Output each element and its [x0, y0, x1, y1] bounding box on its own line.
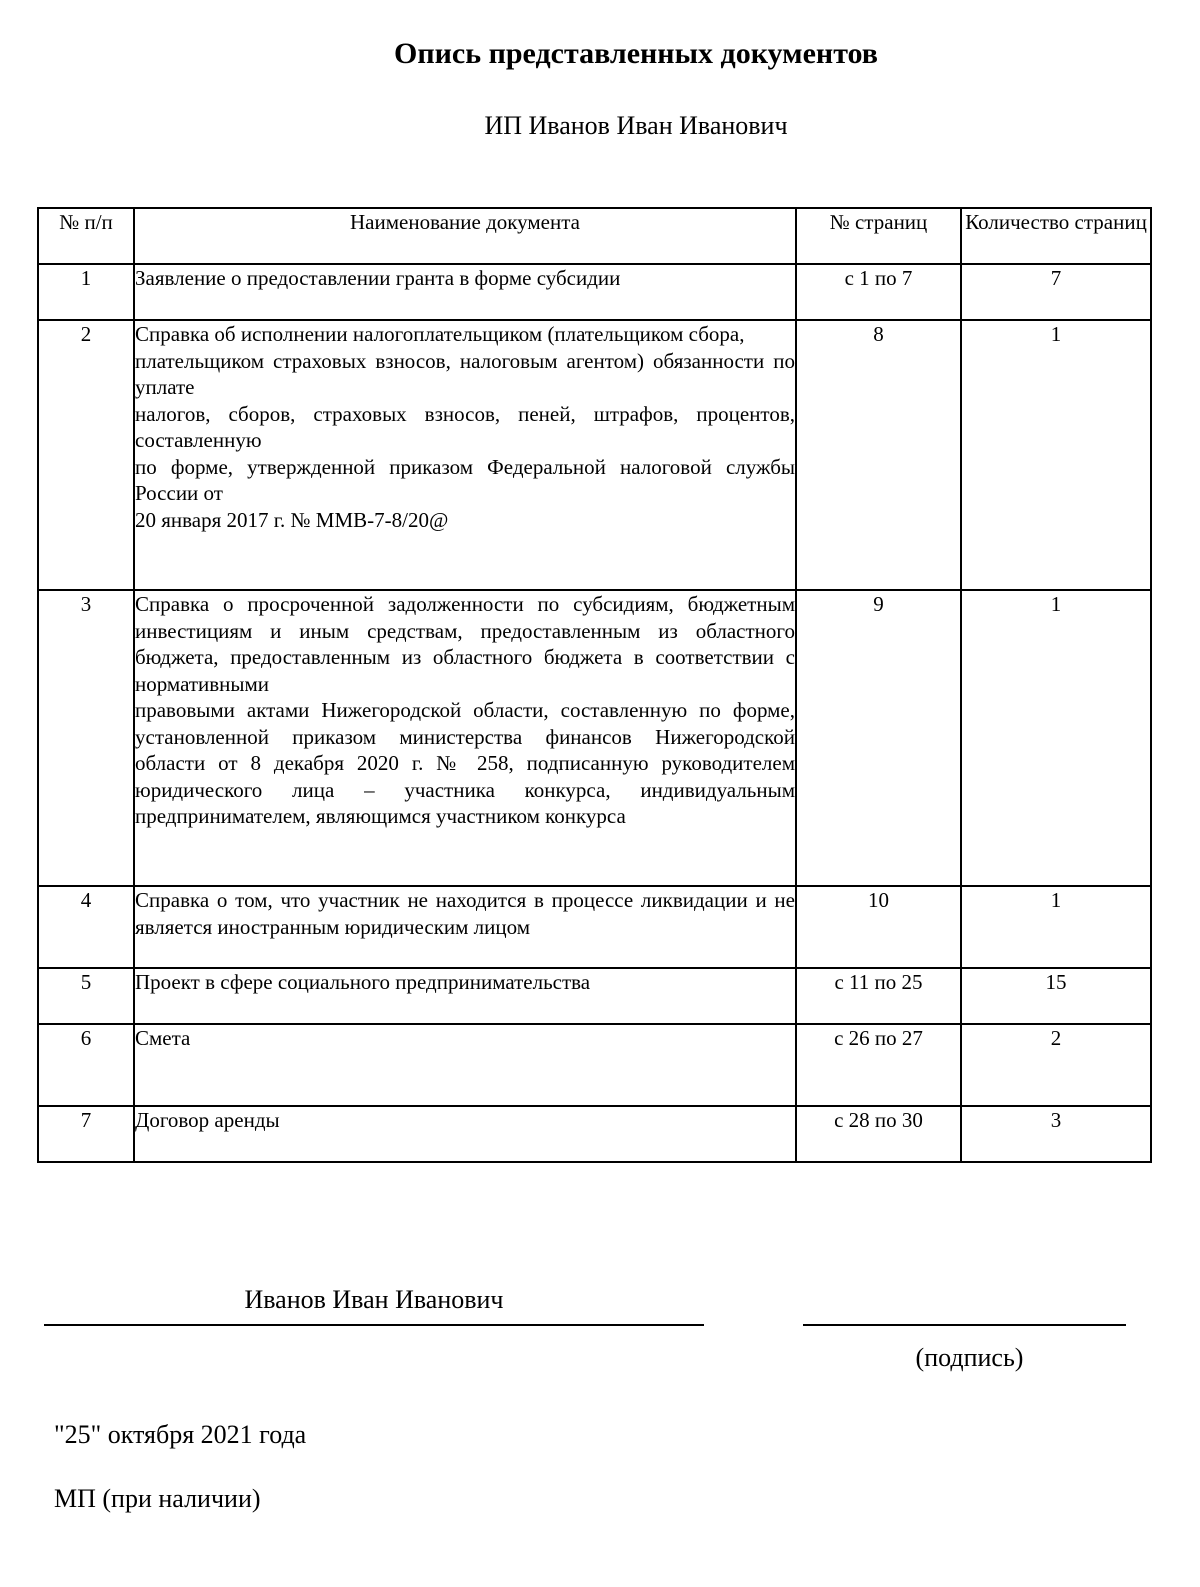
row-page-count: 7 [961, 264, 1151, 320]
signatory-name: Иванов Иван Иванович [244, 1285, 504, 1314]
document-date: "25" октября 2021 года [54, 1420, 307, 1449]
row-page-count: 1 [961, 320, 1151, 590]
row-number: 1 [38, 264, 134, 320]
row-document-name: Договор аренды [134, 1106, 796, 1162]
table-row [38, 1106, 1151, 1162]
signature-caption: (подпись) [915, 1343, 1024, 1372]
header-page-count: Количество страниц [961, 208, 1151, 264]
row-2-name-line: по форме, утвержденной приказом Федеральной налоговой службы России от [135, 454, 795, 505]
table-row [38, 264, 1151, 320]
row-page-numbers: 10 [796, 886, 961, 968]
row-page-count: 15 [961, 968, 1151, 1024]
row-page-numbers: с 28 по 30 [796, 1106, 961, 1162]
table-row [38, 1024, 1151, 1106]
row-2-name-line: налогов, сборов, страховых взносов, пеней, штрафов, процентов, составленную [135, 401, 795, 452]
row-number: 5 [38, 968, 134, 1024]
row-number: 4 [38, 886, 134, 968]
table-row [38, 886, 1151, 968]
row-number: 3 [38, 590, 134, 886]
row-number: 2 [38, 320, 134, 590]
table-row [38, 590, 1151, 886]
row-document-name [134, 590, 796, 886]
row-page-count: 1 [961, 886, 1151, 968]
row-2-name-line: Справка об исполнении налогоплательщиком (плательщиком сбора, [135, 322, 745, 346]
header-page-numbers: № страниц [796, 208, 961, 264]
document-subtitle: ИП Иванов Иван Иванович [484, 111, 788, 140]
header-number: № п/п [38, 208, 134, 264]
row-page-count: 3 [961, 1106, 1151, 1162]
documents-table [37, 207, 1152, 1163]
row-page-count: 1 [961, 590, 1151, 886]
table-row [38, 968, 1151, 1024]
row-document-name: Проект в сфере социального предпринимательства [134, 968, 796, 1024]
row-document-name [134, 320, 796, 590]
row-page-numbers: 9 [796, 590, 961, 886]
row-3-name-part: Справка о просроченной задолженности по субсидиям, бюджетным инвестициям и иным средствам, предоставленным из областного бюджета, предоставленным из областного бюджета в соответствии с нормативными [135, 592, 795, 696]
table-row [38, 320, 1151, 590]
row-page-numbers: 8 [796, 320, 961, 590]
row-page-count: 2 [961, 1024, 1151, 1106]
row-2-name-line: плательщиком страховых взносов, налоговым агентом) обязанности по уплате [135, 348, 795, 399]
table-header-row [38, 208, 1151, 264]
header-document-name: Наименование документа [134, 208, 796, 264]
stamp-note: МП (при наличии) [54, 1484, 261, 1513]
row-page-numbers: с 11 по 25 [796, 968, 961, 1024]
name-underline [44, 1324, 704, 1326]
row-page-numbers: с 26 по 27 [796, 1024, 961, 1106]
row-number: 7 [38, 1106, 134, 1162]
row-page-numbers: с 1 по 7 [796, 264, 961, 320]
document-title: Опись представленных документов [394, 37, 878, 70]
row-number: 6 [38, 1024, 134, 1106]
row-document-name: Заявление о предоставлении гранта в форме субсидии [134, 264, 796, 320]
row-document-name: Справка о том, что участник не находится в процессе ликвидации и не является иностранным юридическим лицом [134, 886, 796, 968]
row-document-name: Смета [134, 1024, 796, 1106]
row-3-name-part: правовыми актами Нижегородской области, составленную по форме, установленной приказом министерства финансов Нижегородской области от 8 декабря 2020 г. № 258, подписанную руководителем юридического лица – участника конкурса, индивидуальным предпринимателем, являющимся участником конкурса [135, 698, 795, 828]
signature-line [803, 1324, 1126, 1326]
row-2-name-line: 20 января 2017 г. № ММВ-7-8/20@ [135, 507, 449, 532]
